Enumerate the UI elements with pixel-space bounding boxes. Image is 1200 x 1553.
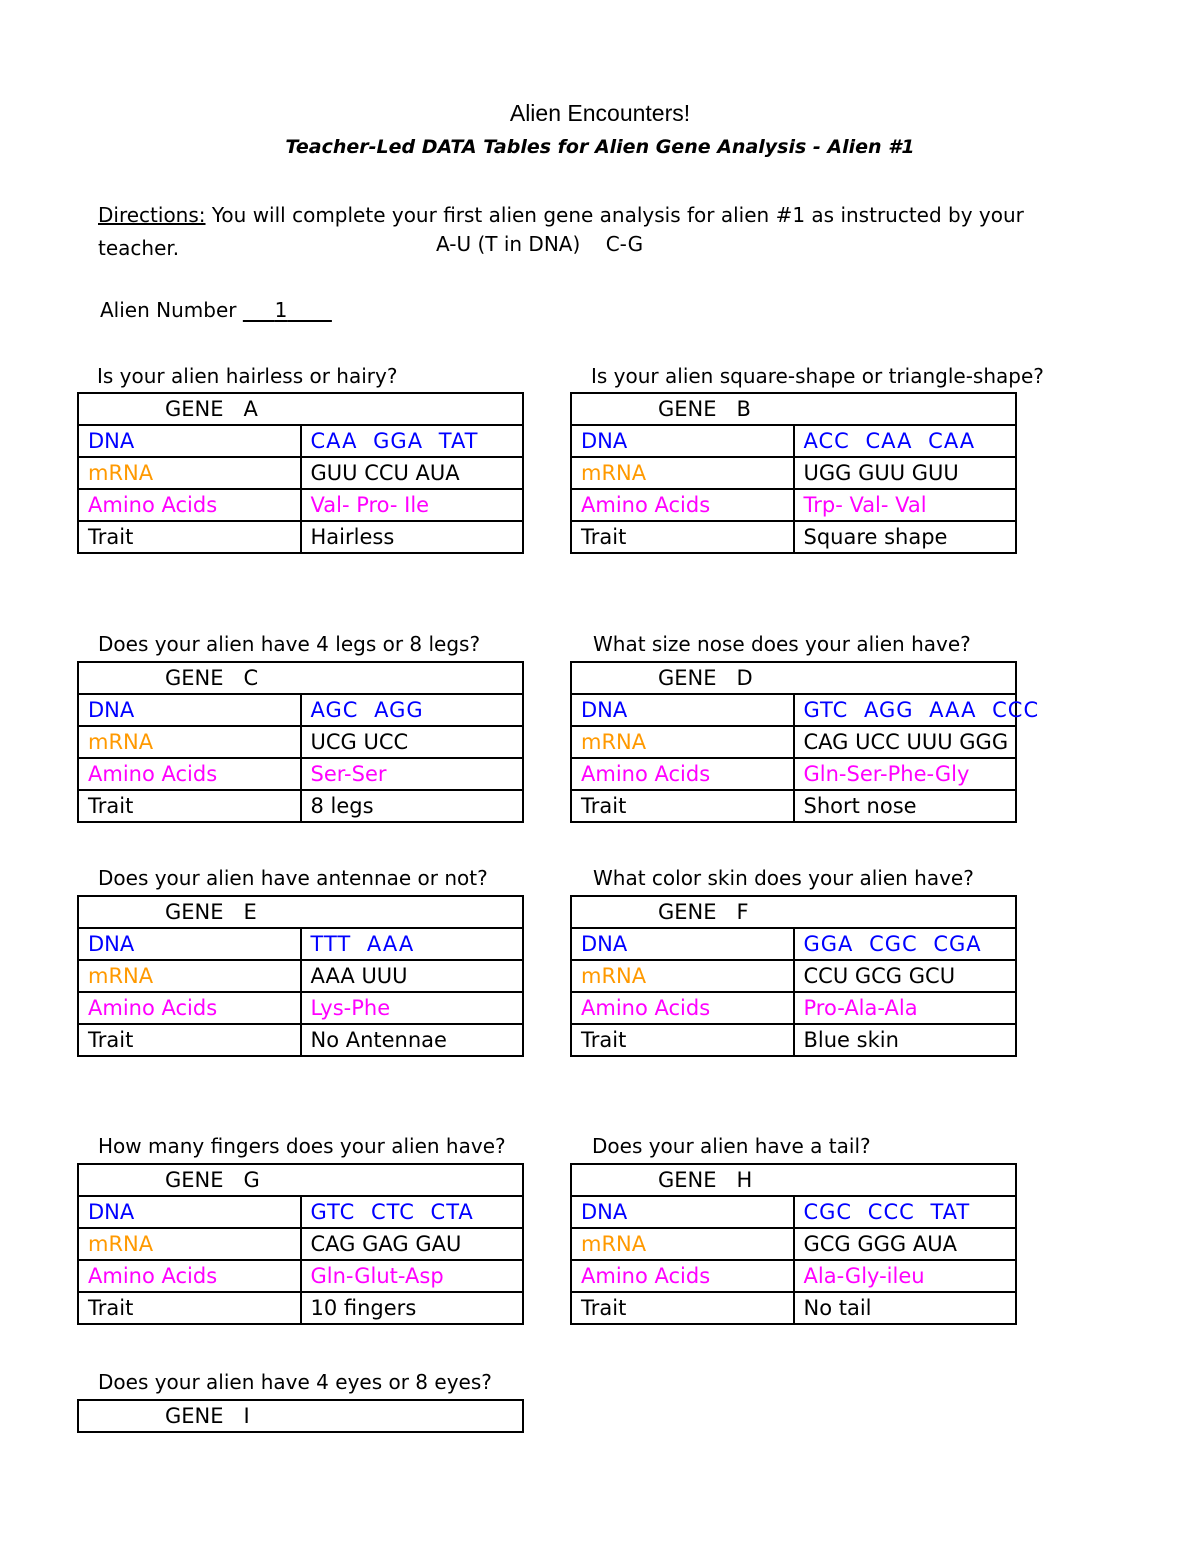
base-pairing-rule: A-U (T in DNA) C-G — [436, 232, 644, 256]
trait-value[interactable]: 8 legs — [301, 790, 524, 822]
mrna-value[interactable]: CAG UCC UUU GGG — [794, 726, 1017, 758]
dna-value: CGC CCC TAT — [794, 1196, 1017, 1228]
trait-value[interactable]: No tail — [794, 1292, 1017, 1324]
gene-table-d — [570, 661, 1040, 823]
row-label-trait: Trait — [571, 790, 794, 822]
gene-table-g — [77, 1163, 524, 1325]
trait-value[interactable]: 10 fingers — [301, 1292, 524, 1324]
question-gene-b: Is your alien square-shape or triangle-shape? — [591, 364, 1044, 388]
row-label-mrna: mRNA — [78, 960, 301, 992]
page-title: Alien Encounters! — [509, 100, 691, 126]
alien-number-value: 1 — [274, 298, 288, 322]
question-gene-i: Does your alien have 4 eyes or 8 eyes? — [98, 1370, 492, 1394]
mrna-value[interactable]: UGG GUU GUU — [794, 457, 1017, 489]
row-label-trait: Trait — [78, 1024, 301, 1056]
gene-table-i — [77, 1399, 524, 1433]
mrna-value[interactable]: AAA UUU — [301, 960, 524, 992]
directions-text: You will complete your first alien gene analysis for alien #1 as instructed by your teacher. — [98, 203, 1024, 260]
dna-value: GTC CTC CTA — [301, 1196, 524, 1228]
row-label-dna: DNA — [571, 928, 794, 960]
amino-acids-value[interactable]: Ala-Gly-ileu — [794, 1260, 1017, 1292]
mrna-value[interactable]: GCG GGG AUA — [794, 1228, 1017, 1260]
gene-header: GENE H — [571, 1164, 1016, 1196]
gene-table-c — [77, 661, 524, 823]
row-label-trait: Trait — [571, 1292, 794, 1324]
row-label-trait: Trait — [78, 521, 301, 553]
gene-header: GENE D — [571, 662, 1016, 694]
row-label-dna: DNA — [78, 1196, 301, 1228]
gene-header: GENE G — [78, 1164, 523, 1196]
row-label-trait: Trait — [78, 1292, 301, 1324]
row-label-amino-acids: Amino Acids — [78, 489, 301, 521]
row-label-mrna: mRNA — [78, 726, 301, 758]
row-label-amino-acids: Amino Acids — [571, 1260, 794, 1292]
amino-acids-value[interactable]: Pro-Ala-Ala — [794, 992, 1017, 1024]
mrna-value[interactable]: CCU GCG GCU — [794, 960, 1017, 992]
question-gene-g: How many fingers does your alien have? — [98, 1134, 506, 1158]
amino-acids-value[interactable]: Ser-Ser — [301, 758, 524, 790]
row-label-dna: DNA — [571, 425, 794, 457]
trait-value[interactable]: Square shape — [794, 521, 1017, 553]
page-subtitle: Teacher-Led DATA Tables for Alien Gene Analysis - Alien #1 — [285, 136, 915, 158]
question-gene-e: Does your alien have antennae or not? — [98, 866, 488, 890]
gene-header: GENE C — [78, 662, 523, 694]
trait-value[interactable]: Blue skin — [794, 1024, 1017, 1056]
gene-header: GENE E — [78, 896, 523, 928]
gene-table-b — [570, 392, 1017, 554]
row-label-amino-acids: Amino Acids — [78, 758, 301, 790]
dna-value: GTC AGG AAA CCC — [794, 694, 1017, 726]
row-label-mrna: mRNA — [571, 457, 794, 489]
question-gene-d: What size nose does your alien have? — [593, 632, 971, 656]
trait-value[interactable]: Hairless — [301, 521, 524, 553]
row-label-dna: DNA — [571, 694, 794, 726]
mrna-value[interactable]: GUU CCU AUA — [301, 457, 524, 489]
alien-number-field[interactable] — [243, 298, 332, 322]
row-label-mrna: mRNA — [571, 726, 794, 758]
gene-table-h — [570, 1163, 1017, 1325]
gene-header: GENE F — [571, 896, 1016, 928]
alien-number — [100, 298, 332, 322]
gene-header: GENE A — [78, 393, 523, 425]
mrna-value[interactable]: CAG GAG GAU — [301, 1228, 524, 1260]
row-label-trait: Trait — [78, 790, 301, 822]
amino-acids-value[interactable]: Gln-Ser-Phe-Gly — [794, 758, 1017, 790]
mrna-value[interactable]: UCG UCC — [301, 726, 524, 758]
directions-label: Directions: — [98, 203, 206, 227]
row-label-amino-acids: Amino Acids — [571, 489, 794, 521]
row-label-trait: Trait — [571, 521, 794, 553]
row-label-dna: DNA — [78, 928, 301, 960]
question-gene-c: Does your alien have 4 legs or 8 legs? — [98, 632, 481, 656]
row-label-dna: DNA — [571, 1196, 794, 1228]
question-gene-h: Does your alien have a tail? — [592, 1134, 871, 1158]
row-label-mrna: mRNA — [78, 1228, 301, 1260]
dna-value: AGC AGG — [301, 694, 524, 726]
dna-value: TTT AAA — [301, 928, 524, 960]
dna-value: CAA GGA TAT — [301, 425, 524, 457]
question-gene-f: What color skin does your alien have? — [593, 866, 974, 890]
amino-acids-value[interactable]: Trp- Val- Val — [794, 489, 1017, 521]
row-label-trait: Trait — [571, 1024, 794, 1056]
gene-header: GENE I — [78, 1400, 523, 1432]
row-label-dna: DNA — [78, 694, 301, 726]
dna-value: GGA CGC CGA — [794, 928, 1017, 960]
row-label-amino-acids: Amino Acids — [571, 758, 794, 790]
gene-table-a — [77, 392, 524, 554]
alien-number-label: Alien Number — [100, 298, 237, 322]
row-label-amino-acids: Amino Acids — [78, 1260, 301, 1292]
row-label-amino-acids: Amino Acids — [78, 992, 301, 1024]
amino-acids-value[interactable]: Lys-Phe — [301, 992, 524, 1024]
row-label-mrna: mRNA — [571, 1228, 794, 1260]
trait-value[interactable]: Short nose — [794, 790, 1017, 822]
amino-acids-value[interactable]: Val- Pro- Ile — [301, 489, 524, 521]
question-gene-a: Is your alien hairless or hairy? — [97, 364, 398, 388]
amino-acids-value[interactable]: Gln-Glut-Asp — [301, 1260, 524, 1292]
row-label-mrna: mRNA — [571, 960, 794, 992]
gene-table-e — [77, 895, 524, 1057]
gene-table-f — [570, 895, 1017, 1057]
row-label-dna: DNA — [78, 425, 301, 457]
row-label-mrna: mRNA — [78, 457, 301, 489]
gene-header: GENE B — [571, 393, 1016, 425]
dna-value: ACC CAA CAA — [794, 425, 1017, 457]
row-label-amino-acids: Amino Acids — [571, 992, 794, 1024]
trait-value[interactable]: No Antennae — [301, 1024, 524, 1056]
